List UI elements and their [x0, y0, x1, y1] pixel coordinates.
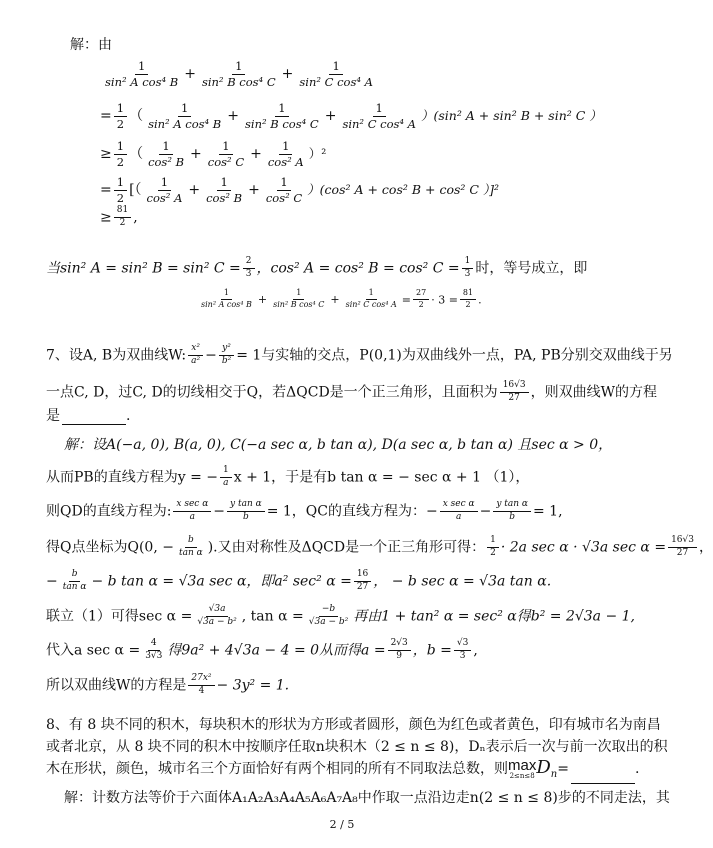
problem-7-line-2: 一点C, D，过C, D的切线相交于Q，若ΔQCD是一个正三角形，且面积为 $\frac{16√3}{27}$ ，则双曲线W的方程	[46, 380, 657, 403]
derivation-line-1: $\frac{1}{\text{sin² A cos⁴ B}}$ + $\frac{1}{\text{sin² B cos⁴ C}}$ + $\frac{1}{\text{sin² C cos⁴ A}}$	[105, 59, 373, 89]
solution-7-step-2: 从而PB的直线方程为y = − $\frac{1}{a}$ x + 1，于是有b tan α = − sec α + 1 （1），	[46, 465, 530, 488]
max-operator: max 2≤n≤8	[508, 757, 537, 780]
problem-8-line-1: 8、有 8 块不同的积木，每块积木的形状为方形或者圆形，颜色为红色或者黄色，印有城市名为南昌	[46, 717, 661, 733]
derivation-line-4: = $\frac{1}{2}$ [（ $\frac{1}{\text{cos² A}}$ + $\frac{1}{\text{cos² B}}$ + $\frac{1}{\text{cos² C}}$ ）(cos² A + cos² B + cos² C ）]²	[100, 175, 500, 205]
derivation-line-2: = $\frac{1}{2}$ （ $\frac{1}{\text{sin² A cos⁴ B}}$ + $\frac{1}{\text{sin² B cos⁴ C}}$ + $\frac{1}{\text{sin² C cos⁴ A}}$ ）(sin² A + sin² B + sin² C ）	[100, 101, 602, 131]
equality-result: $\frac{1}{\text{sin² A cos⁴ B}}$ + $\frac{1}{\text{sin² B cos⁴ C}}$ + $\frac{1}{\text{sin² C cos⁴ A}}$ = $\frac{27}{2}$ · 3 = $\frac{81}{2}$ .	[201, 288, 482, 309]
solution-7-step-7: 代入a sec α = $\frac{4}{3√3}$ 得9a² + 4√3a − 4 = 0从而得a = $\frac{2√3}{9}$ ，b = $\frac{√3}{3}$ ,	[46, 638, 478, 661]
solution-7-conclusion: 所以双曲线W的方程是 $\frac{\text{27x²}}{4}$ − 3y² = 1.	[46, 673, 290, 696]
solution-7-step-6: 联立（1）可得sec α = $\frac{√3a}{\text{√3a − b²}}$ , tan α = $\frac{-b}{\text{√3a − b²}}$ 再由1 + tan² α = sec² α得b² = 2√3a − 1,	[46, 604, 636, 627]
problem-7-line-1: 7、设A, B为双曲线W: $\frac{\text{x²}}{\text{a²}}$ − $\frac{\text{y²}}{\text{b²}}$ = 1与实轴的交点，P(0,1)为双曲线外一点，PA, PB分别交双曲线于另	[46, 343, 673, 366]
answer-blank	[62, 410, 126, 425]
solution-7-step-1: 解：设A(−a, 0), B(a, 0), C(−a sec α, b tan α), D(a sec α, b tan α) 且sec α > 0，	[64, 437, 613, 453]
derivation-line-5: ≥ $\frac{81}{2}$ ,	[100, 205, 138, 228]
solution-7-step-3: 则QD的直线方程为: x sec α a − $\frac{\text{y tan α}}{b}$ = 1，QC的直线方程为：− x sec α a − $\frac{\text{y tan α}}{b}$ = 1,	[46, 499, 563, 522]
problem-8-line-2: 或者北京，从 8 块不同的积木中按顺序任取n块积木（2 ≤ n ≤ 8)，Dₙ表示后一次与前一次取出的积	[46, 739, 668, 755]
solution-7-step-5: − $\frac{b}{\text{tan α}}$ − b tan α = √3a sec α，即a² sec² α = $\frac{16}{27}$ ， − b sec α = √3a tan α.	[46, 569, 552, 592]
problem-8-line-3: 木在形状，颜色，城市名三个方面恰好有两个相同的所有不同取法总数，则 max 2≤n≤8 $D_n=$ .	[46, 758, 639, 784]
answer-blank-8	[571, 769, 635, 784]
solution-7-step-4: 得Q点坐标为Q(0, − $\frac{b}{\text{tan α}}$ ).又由对称性及ΔQCD是一个正三角形可得： $\frac{1}{2}$ · 2a sec α · √3a sec α = $\frac{16√3}{27}$ ，	[46, 535, 713, 558]
solution-intro: 解：由	[70, 37, 112, 53]
equality-condition: 当sin² A = sin² B = sin² C = $\frac{2}{3}$ ，cos² A = cos² B = cos² C = $\frac{1}{3}$ 时，等号成立，即	[46, 256, 588, 279]
derivation-line-3: ≥ $\frac{1}{2}$ （ $\frac{1}{\text{cos² B}}$ + $\frac{1}{\text{cos² C}}$ + $\frac{1}{\text{cos² A}}$ ）²	[100, 139, 327, 169]
solution-8-start: 解：计数方法等价于六面体A₁A₂A₃A₄A₅A₆A₇A₈中作取一点沿边走n(2 ≤ n ≤ 8)步的不同走法，其	[64, 790, 670, 806]
problem-7-line-3: 是 .	[46, 408, 131, 424]
page-number: 2 / 5	[329, 818, 355, 831]
